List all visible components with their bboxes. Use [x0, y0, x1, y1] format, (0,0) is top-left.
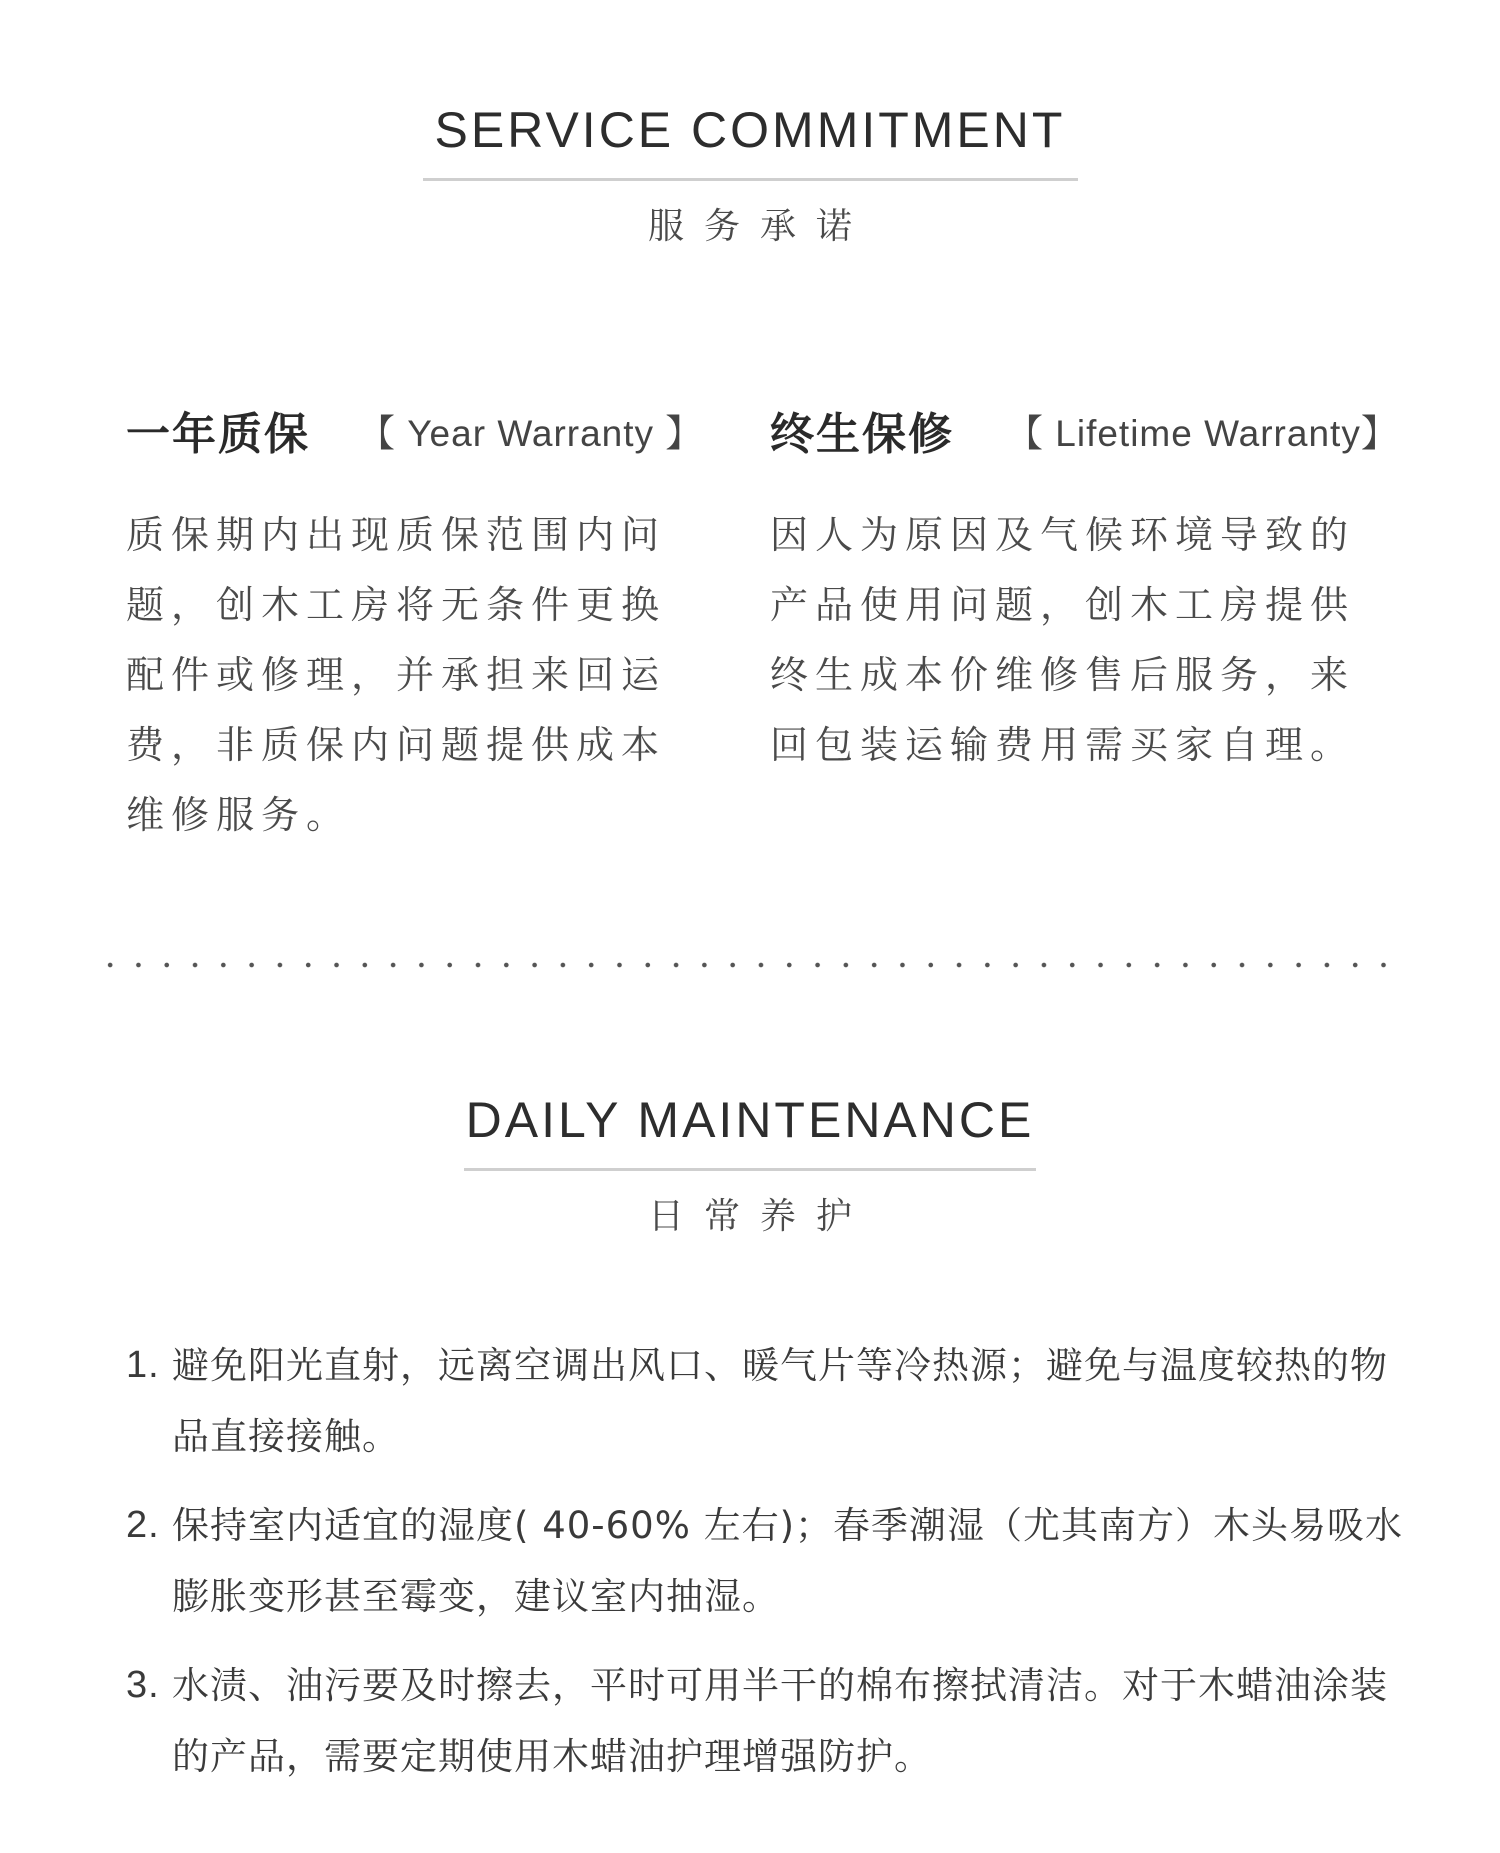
list-item-number: 1.	[126, 1344, 160, 1386]
daily-subtitle: 日常养护	[647, 1196, 872, 1237]
year-warranty-title: 一年质保	[126, 409, 310, 460]
list-item	[126, 1330, 1416, 1472]
list-item-text: 水渍、油污要及时擦去，平时可用半干的棉布擦拭清洁。对于木蜡油涂装的产品，需要定期使用木蜡油护理增强防护。	[172, 1664, 1388, 1778]
service-title: SERVICE COMMITMENT	[434, 102, 1066, 158]
year-warranty-title-en: 【 Year Warranty 】	[358, 413, 704, 454]
list-item-text: 避免阳光直射，远离空调出风口、暖气片等冷热源；避免与温度较热的物品直接接触。	[172, 1344, 1388, 1458]
year-warranty-body: 质保期内出现质保范围内问题，创木工房将无条件更换配件或修理，并承担来回运费，非质保内问题提供成本维修服务。	[126, 513, 667, 837]
year-warranty-section	[126, 400, 704, 850]
service-commitment-header	[0, 100, 1500, 251]
lifetime-warranty-body: 因人为原因及气候环境导致的产品使用问题，创木工房提供终生成本价维修售后服务，来回包装运输费用需买家自理。	[770, 513, 1356, 767]
year-warranty-heading	[126, 400, 704, 460]
daily-title: DAILY MAINTENANCE	[465, 1092, 1035, 1148]
lifetime-warranty-title-en: 【 Lifetime Warranty】	[1006, 413, 1399, 454]
lifetime-warranty-heading	[770, 400, 1410, 460]
list-item-number: 3.	[126, 1664, 160, 1706]
daily-title-rule	[464, 1168, 1036, 1171]
service-title-rule	[423, 178, 1078, 181]
service-subtitle: 服务承诺	[647, 206, 872, 247]
dotted-divider	[96, 960, 1396, 970]
list-item-text: 保持室内适宜的湿度( 40-60% 左右)；春季潮湿（尤其南方）木头易吸水膨胀变形甚至霉变，建议室内抽湿。	[172, 1504, 1404, 1618]
list-item	[126, 1490, 1416, 1632]
daily-maintenance-header	[0, 1090, 1500, 1241]
lifetime-warranty-title: 终生保修	[770, 409, 954, 460]
maintenance-list	[126, 1330, 1416, 1810]
list-item	[126, 1650, 1416, 1792]
list-item-number: 2.	[126, 1504, 160, 1546]
lifetime-warranty-section	[770, 400, 1410, 780]
